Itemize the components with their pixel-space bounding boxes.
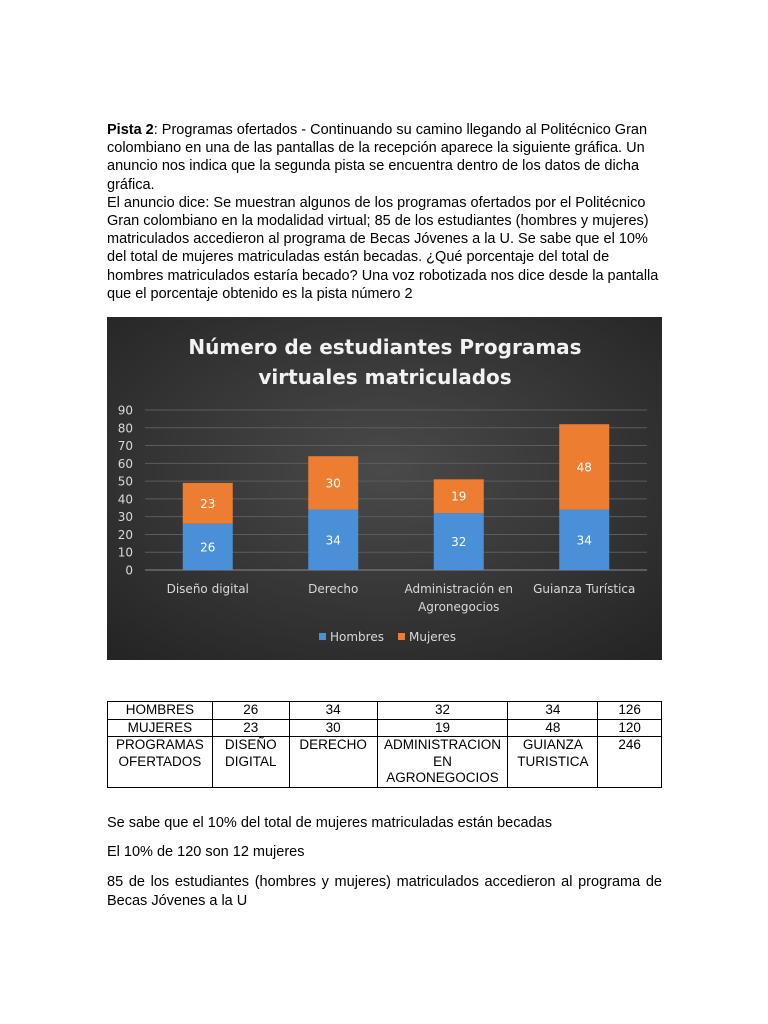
data-label: 48 bbox=[576, 460, 592, 475]
table-cell: 34 bbox=[508, 702, 598, 720]
table-row bbox=[108, 737, 662, 788]
chart-title-line-1: Número de estudiantes Programas bbox=[188, 335, 582, 359]
table-row bbox=[108, 702, 662, 720]
x-tick-label: Guianza Turística bbox=[533, 582, 636, 596]
intro-text bbox=[107, 121, 663, 303]
y-tick-label: 10 bbox=[117, 545, 133, 560]
table-cell: ADMINISTRACION EN AGRONEGOCIOS bbox=[377, 737, 508, 788]
table-cell: DISEÑO DIGITAL bbox=[212, 737, 289, 788]
data-table bbox=[107, 701, 662, 788]
table-cell: 26 bbox=[212, 702, 289, 720]
table-cell: GUIANZA TURISTICA bbox=[508, 737, 598, 788]
table-cell: 48 bbox=[508, 719, 598, 737]
legend-swatch-hombres bbox=[319, 633, 326, 640]
legend-label: Mujeres bbox=[409, 630, 456, 644]
note-ten-percent: El 10% de 120 son 12 mujeres bbox=[107, 844, 305, 860]
x-tick-label: Diseño digital bbox=[166, 582, 249, 596]
clue-label: Pista 2 bbox=[107, 122, 154, 138]
y-tick-label: 60 bbox=[117, 456, 133, 471]
note-women-scholarship: Se sabe que el 10% del total de mujeres matriculadas están becadas bbox=[107, 815, 552, 831]
data-label: 26 bbox=[200, 540, 216, 555]
y-tick-label: 50 bbox=[117, 474, 133, 489]
table-cell: MUJERES bbox=[108, 719, 213, 737]
data-label: 19 bbox=[451, 489, 467, 504]
y-tick-label: 80 bbox=[117, 421, 133, 436]
intro-paragraph-1 bbox=[107, 121, 663, 194]
data-label: 34 bbox=[325, 533, 341, 548]
table-cell: 120 bbox=[598, 719, 662, 737]
x-tick-label: Derecho bbox=[308, 582, 359, 596]
table-cell: 30 bbox=[289, 719, 377, 737]
y-tick-label: 40 bbox=[117, 492, 133, 507]
x-tick-label: Agronegocios bbox=[418, 600, 500, 614]
chart-title-line-2: virtuales matriculados bbox=[258, 365, 512, 389]
y-tick-label: 30 bbox=[117, 510, 133, 525]
table-cell: 19 bbox=[377, 719, 508, 737]
clue-description: : Programas ofertados - Continuando su camino llegando al Politécnico Gran colombiano en una de las pantallas de la recepción aparece la siguiente gráfica. Un anuncio nos indica que la segunda pista se encuentra dentro de los datos de dicha gráfica. bbox=[107, 122, 648, 193]
chart-svg bbox=[107, 317, 662, 660]
y-tick-label: 0 bbox=[125, 563, 133, 578]
stacked-bar-chart bbox=[107, 317, 662, 660]
data-label: 23 bbox=[200, 496, 216, 511]
table-row bbox=[108, 719, 662, 737]
legend-label: Hombres bbox=[330, 630, 384, 644]
y-tick-label: 90 bbox=[117, 403, 133, 418]
intro-paragraph-2: El anuncio dice: Se muestran algunos de los programas ofertados por el Politécnico Gran colombiano en la modalidad virtual; 85 de los estudiantes (hombres y mujeres) matriculados accedieron al programa de Becas Jóvenes a la U. Se sabe que el 10% del total de mujeres matriculadas están becadas. ¿Qué porcentaje del total de hombres matriculados estaría becado? Una voz robotizada nos dice desde la pantalla que el porcentaje obtenido es la pista número 2 bbox=[107, 194, 659, 302]
table-cell: 246 bbox=[598, 737, 662, 788]
data-label: 34 bbox=[576, 533, 592, 548]
table-cell: HOMBRES bbox=[108, 702, 213, 720]
table-cell: 23 bbox=[212, 719, 289, 737]
note-total-scholarship: 85 de los estudiantes (hombres y mujeres) matriculados accedieron al programa de Becas Jóvenes a la U bbox=[107, 874, 662, 909]
data-label: 32 bbox=[451, 535, 467, 550]
y-tick-label: 20 bbox=[117, 527, 133, 542]
table-cell: 32 bbox=[377, 702, 508, 720]
table-cell: DERECHO bbox=[289, 737, 377, 788]
legend-swatch-mujeres bbox=[398, 633, 405, 640]
data-label: 30 bbox=[325, 476, 341, 491]
y-tick-label: 70 bbox=[117, 439, 133, 454]
table-cell: PROGRAMAS OFERTADOS bbox=[108, 737, 213, 788]
table-cell: 34 bbox=[289, 702, 377, 720]
x-tick-label: Administración en bbox=[404, 582, 514, 596]
table-cell: 126 bbox=[598, 702, 662, 720]
